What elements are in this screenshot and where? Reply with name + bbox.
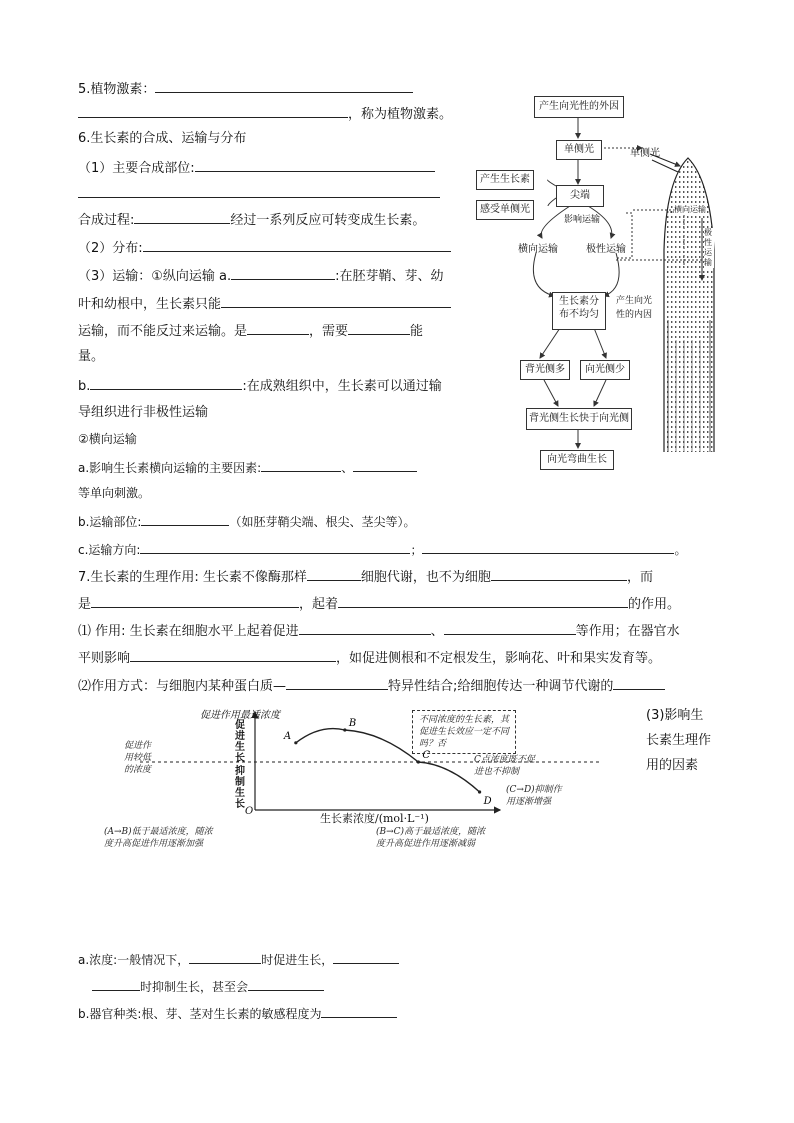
shoot-illustration — [630, 140, 730, 456]
anno-question — [412, 710, 516, 754]
fc-lateral: 横向运输 — [518, 244, 558, 255]
anno-ab-2: 度升高促进作用逐渐加强 — [104, 839, 204, 849]
s6-process-text: 经过一系列反应可转变成生长素。 — [230, 213, 426, 228]
s6-part3-blank4[interactable] — [348, 321, 410, 335]
s7-blank6[interactable] — [444, 621, 576, 635]
s7-blank7[interactable] — [130, 648, 336, 662]
factors-blank5[interactable] — [321, 1004, 397, 1018]
s7-l3c: 等作用；在器官水 — [575, 624, 680, 639]
anno-cd-2: 用逐渐增强 — [506, 797, 552, 807]
shoot-light-label: 单侧光 — [630, 148, 660, 159]
s5-blank2[interactable] — [78, 104, 348, 118]
chart-ylabel-down: 抑制生长 — [235, 766, 245, 810]
s7-l1a: 7.生长素的生理作用: 生长素不像酶那样 — [78, 570, 307, 585]
s7-l2b: ，起着 — [299, 597, 339, 612]
fc-bend: 向光弯曲生长 — [540, 450, 614, 470]
fc-sense: 感受单侧光 — [476, 200, 534, 220]
fc-inner-1: 产生向光 — [616, 296, 653, 306]
chart-ylabel-up: 促进生长 — [235, 720, 245, 764]
s7-blank1[interactable] — [307, 567, 361, 581]
factors-blank2[interactable] — [333, 950, 399, 964]
s6-part3-line3 — [78, 321, 423, 341]
s6-part3-prefix: （3）运输：①纵向运输 a. — [78, 269, 232, 284]
s6-part3-text2: 叶和幼根中，生长素只能 — [78, 297, 222, 312]
side-text-3: 用的因素 — [646, 758, 699, 773]
s7-l4a: 平则影响 — [78, 651, 131, 666]
s6-part3-line2 — [78, 294, 451, 314]
s7-line2 — [78, 594, 680, 614]
s7-side-text — [646, 703, 711, 778]
s7-blank2[interactable] — [491, 567, 627, 581]
s7-line5 — [78, 676, 665, 696]
s7-blank5[interactable] — [299, 621, 431, 635]
fc-influence: 影响运输 — [564, 215, 601, 225]
s6-b-label: b. — [78, 379, 91, 394]
side-text-2: 长素生理作 — [646, 733, 712, 748]
s7-l2c: 的作用。 — [628, 597, 681, 612]
anno-low-3: 的浓度 — [124, 765, 152, 775]
s7-l2a: 是 — [78, 597, 92, 612]
s7-l5b: 特异性结合;给细胞传达一种调节代谢的 — [388, 679, 614, 694]
s6-part3-blank1[interactable] — [231, 266, 335, 280]
s5-blank1[interactable] — [155, 79, 413, 93]
chart-point-A — [294, 741, 297, 744]
s6-part2-label: （2）分布: — [78, 241, 143, 256]
s5-line1 — [78, 79, 413, 99]
s6-part3-text3b: ，需要 — [309, 324, 349, 339]
anno-bc-1: (B→C)高于最适浓度，随浓 — [376, 827, 486, 837]
s6-b-line2: 导组织进行非极性运输 — [78, 405, 209, 420]
s5-label: 5.植物激素： — [78, 82, 156, 97]
anno-q-3: 吗？否 — [419, 739, 447, 749]
chart-xlabel: 生长素浓度/(mol·L⁻¹) — [320, 812, 429, 825]
s6-lat-a — [78, 458, 417, 477]
factors-a — [78, 950, 399, 969]
fc-uneven-2: 布不均匀 — [559, 309, 599, 320]
shoot-polar-label: 极性运输 — [704, 228, 712, 267]
s5-tail: ，称为植物激素。 — [348, 107, 453, 122]
s6-process-label: 合成过程: — [78, 213, 135, 228]
factors-a1: a.浓度:一般情况下， — [78, 953, 190, 967]
shoot-svg — [630, 140, 730, 456]
s6-lateral-title: ②横向运输 — [78, 432, 137, 446]
anno-c-1: C点浓度既不促 — [474, 755, 535, 765]
s6-title: 6.生长素的合成、运输与分布 — [78, 131, 247, 146]
s6-process-blank[interactable] — [134, 210, 230, 224]
fc-tip: 尖端 — [556, 185, 604, 207]
anno-q-2: 促进生长效应一定不同 — [419, 727, 510, 737]
fc-uneven-1: 生长素分 — [559, 296, 599, 307]
anno-cd-1: (C→D)抑制作 — [506, 785, 562, 795]
anno-bc-2: 度升高促进作用逐渐减弱 — [376, 839, 476, 849]
anno-bc — [376, 826, 485, 850]
fc-light: 单侧光 — [556, 140, 602, 160]
s7-line1 — [78, 567, 653, 587]
fc-top: 产生向光性的外因 — [534, 96, 624, 118]
s6-part3-text3a: 运输，而不能反过来运输。是 — [78, 324, 248, 339]
s6-b-blank[interactable] — [90, 376, 242, 390]
anno-q-1: 不同浓度的生长素，其 — [419, 715, 510, 725]
s7-l3b: 、 — [430, 624, 444, 639]
fc-inner-2: 性的内因 — [616, 310, 653, 320]
s6-part2 — [78, 238, 451, 258]
fc-produce: 产生生长素 — [476, 170, 534, 190]
s7-blank8[interactable] — [286, 676, 388, 690]
s6-lat-c-blank2[interactable] — [422, 540, 674, 554]
s6-lat-c-sep: ； — [410, 543, 423, 557]
s6-part1-line2 — [78, 184, 440, 204]
s6-part3-text3c: 能 — [410, 324, 424, 339]
chart-point-label-A: A — [283, 730, 292, 742]
s7-blank9[interactable] — [613, 676, 665, 690]
anno-c-point — [474, 754, 535, 778]
s6-lat-b-label: b.运输部位: — [78, 515, 142, 529]
s6-lat-a-sep: 、 — [341, 461, 354, 475]
s6-lat-a-label: a.影响生长素横向运输的主要因素: — [78, 461, 262, 475]
shoot-lateral-label: 横向运输 — [674, 205, 706, 214]
s6-lat-c-blank1[interactable] — [140, 540, 410, 554]
s6-process — [78, 210, 425, 230]
anno-ab-1: (A→B)低于最适浓度，随浓 — [104, 827, 213, 837]
side-text-1: (3)影响生 — [646, 708, 704, 723]
chart-point-label-B: B — [348, 718, 357, 729]
chart-origin: O — [245, 806, 254, 817]
s6-lat-b — [78, 512, 416, 531]
anno-low — [124, 740, 151, 776]
s7-line3 — [78, 621, 680, 641]
s6-b-text1: :在成熟组织中，生长素可以通过输 — [242, 379, 442, 394]
s7-l5a: ⑵作用方式：与细胞内某种蛋白质— — [78, 679, 287, 694]
anno-low-2: 用较低 — [124, 753, 152, 763]
fc-uneven — [552, 292, 606, 330]
chart-point-D — [478, 790, 481, 793]
s6-lat-c-end: 。 — [674, 543, 687, 557]
factors-b — [78, 1004, 397, 1023]
fc-back-more: 背光侧多 — [520, 360, 570, 380]
s6-lat-b-blank[interactable] — [141, 512, 229, 526]
s6-part1 — [78, 158, 435, 178]
s7-line4 — [78, 648, 661, 668]
chart-point-C — [417, 760, 420, 763]
factors-blank3[interactable] — [92, 977, 140, 991]
s6-part3-blank2[interactable] — [221, 294, 451, 308]
s6-lat-a2: 等单向刺激。 — [78, 486, 151, 500]
s6-lat-a-blank1[interactable] — [261, 458, 341, 472]
s6-part3-text1: :在胚芽鞘、芽、幼 — [335, 269, 444, 284]
s6-part1-label: （1）主要合成部位: — [78, 161, 195, 176]
s7-l4b: ，如促进侧根和不定根发生，影响花、叶和果实发育等。 — [336, 651, 662, 666]
anno-c-2: 进也不抑制 — [474, 767, 520, 777]
fc-polar: 极性运输 — [586, 244, 626, 255]
s6-lat-c — [78, 540, 687, 559]
chart-point-label-D: D — [483, 796, 492, 807]
chart-point-B — [343, 728, 346, 731]
anno-ab — [104, 826, 213, 850]
s6-lat-a-blank2[interactable] — [353, 458, 417, 472]
fc-front-less: 向光侧少 — [580, 360, 630, 380]
factors-blank1[interactable] — [189, 950, 261, 964]
factors-a-line2 — [92, 977, 324, 996]
factors-a2: 时促进生长， — [261, 953, 334, 967]
anno-cd — [506, 784, 562, 808]
s7-blank4[interactable] — [338, 594, 628, 608]
s6-b-line1 — [78, 376, 442, 396]
chart-title: 促进作用最适浓度 — [200, 710, 280, 721]
s6-part3-line4: 量。 — [78, 349, 105, 364]
chart-point-label-C: C — [422, 750, 430, 761]
factors-blank4[interactable] — [248, 977, 324, 991]
factors-b1: b.器官种类:根、芽、茎对生长素的敏感程度为 — [78, 1007, 322, 1021]
s6-lat-b-tail: （如胚芽鞘尖端、根尖、茎尖等）。 — [229, 515, 416, 529]
s6-part1-blank[interactable] — [195, 158, 435, 172]
fc-faster: 背光侧生长快于向光侧 — [526, 408, 632, 430]
s6-part3 — [78, 266, 444, 286]
growth-chart — [100, 700, 640, 850]
s7-l3a: ⑴ 作用: 生长素在细胞水平上起着促进 — [78, 624, 299, 639]
s6-part3-blank3[interactable] — [247, 321, 309, 335]
factors-a3: 时抑制生长，甚至会 — [140, 980, 249, 994]
s7-blank3[interactable] — [91, 594, 299, 608]
s6-lat-c-label: c.运输方向: — [78, 543, 141, 557]
s7-l1b: 细胞代谢，也不为细胞 — [360, 570, 491, 585]
anno-low-1: 促进作 — [124, 741, 152, 751]
s7-l1c: ，而 — [626, 570, 653, 585]
s6-part2-blank[interactable] — [143, 238, 451, 252]
s5-line2 — [78, 104, 452, 124]
s6-part1-blank2[interactable] — [78, 184, 440, 198]
